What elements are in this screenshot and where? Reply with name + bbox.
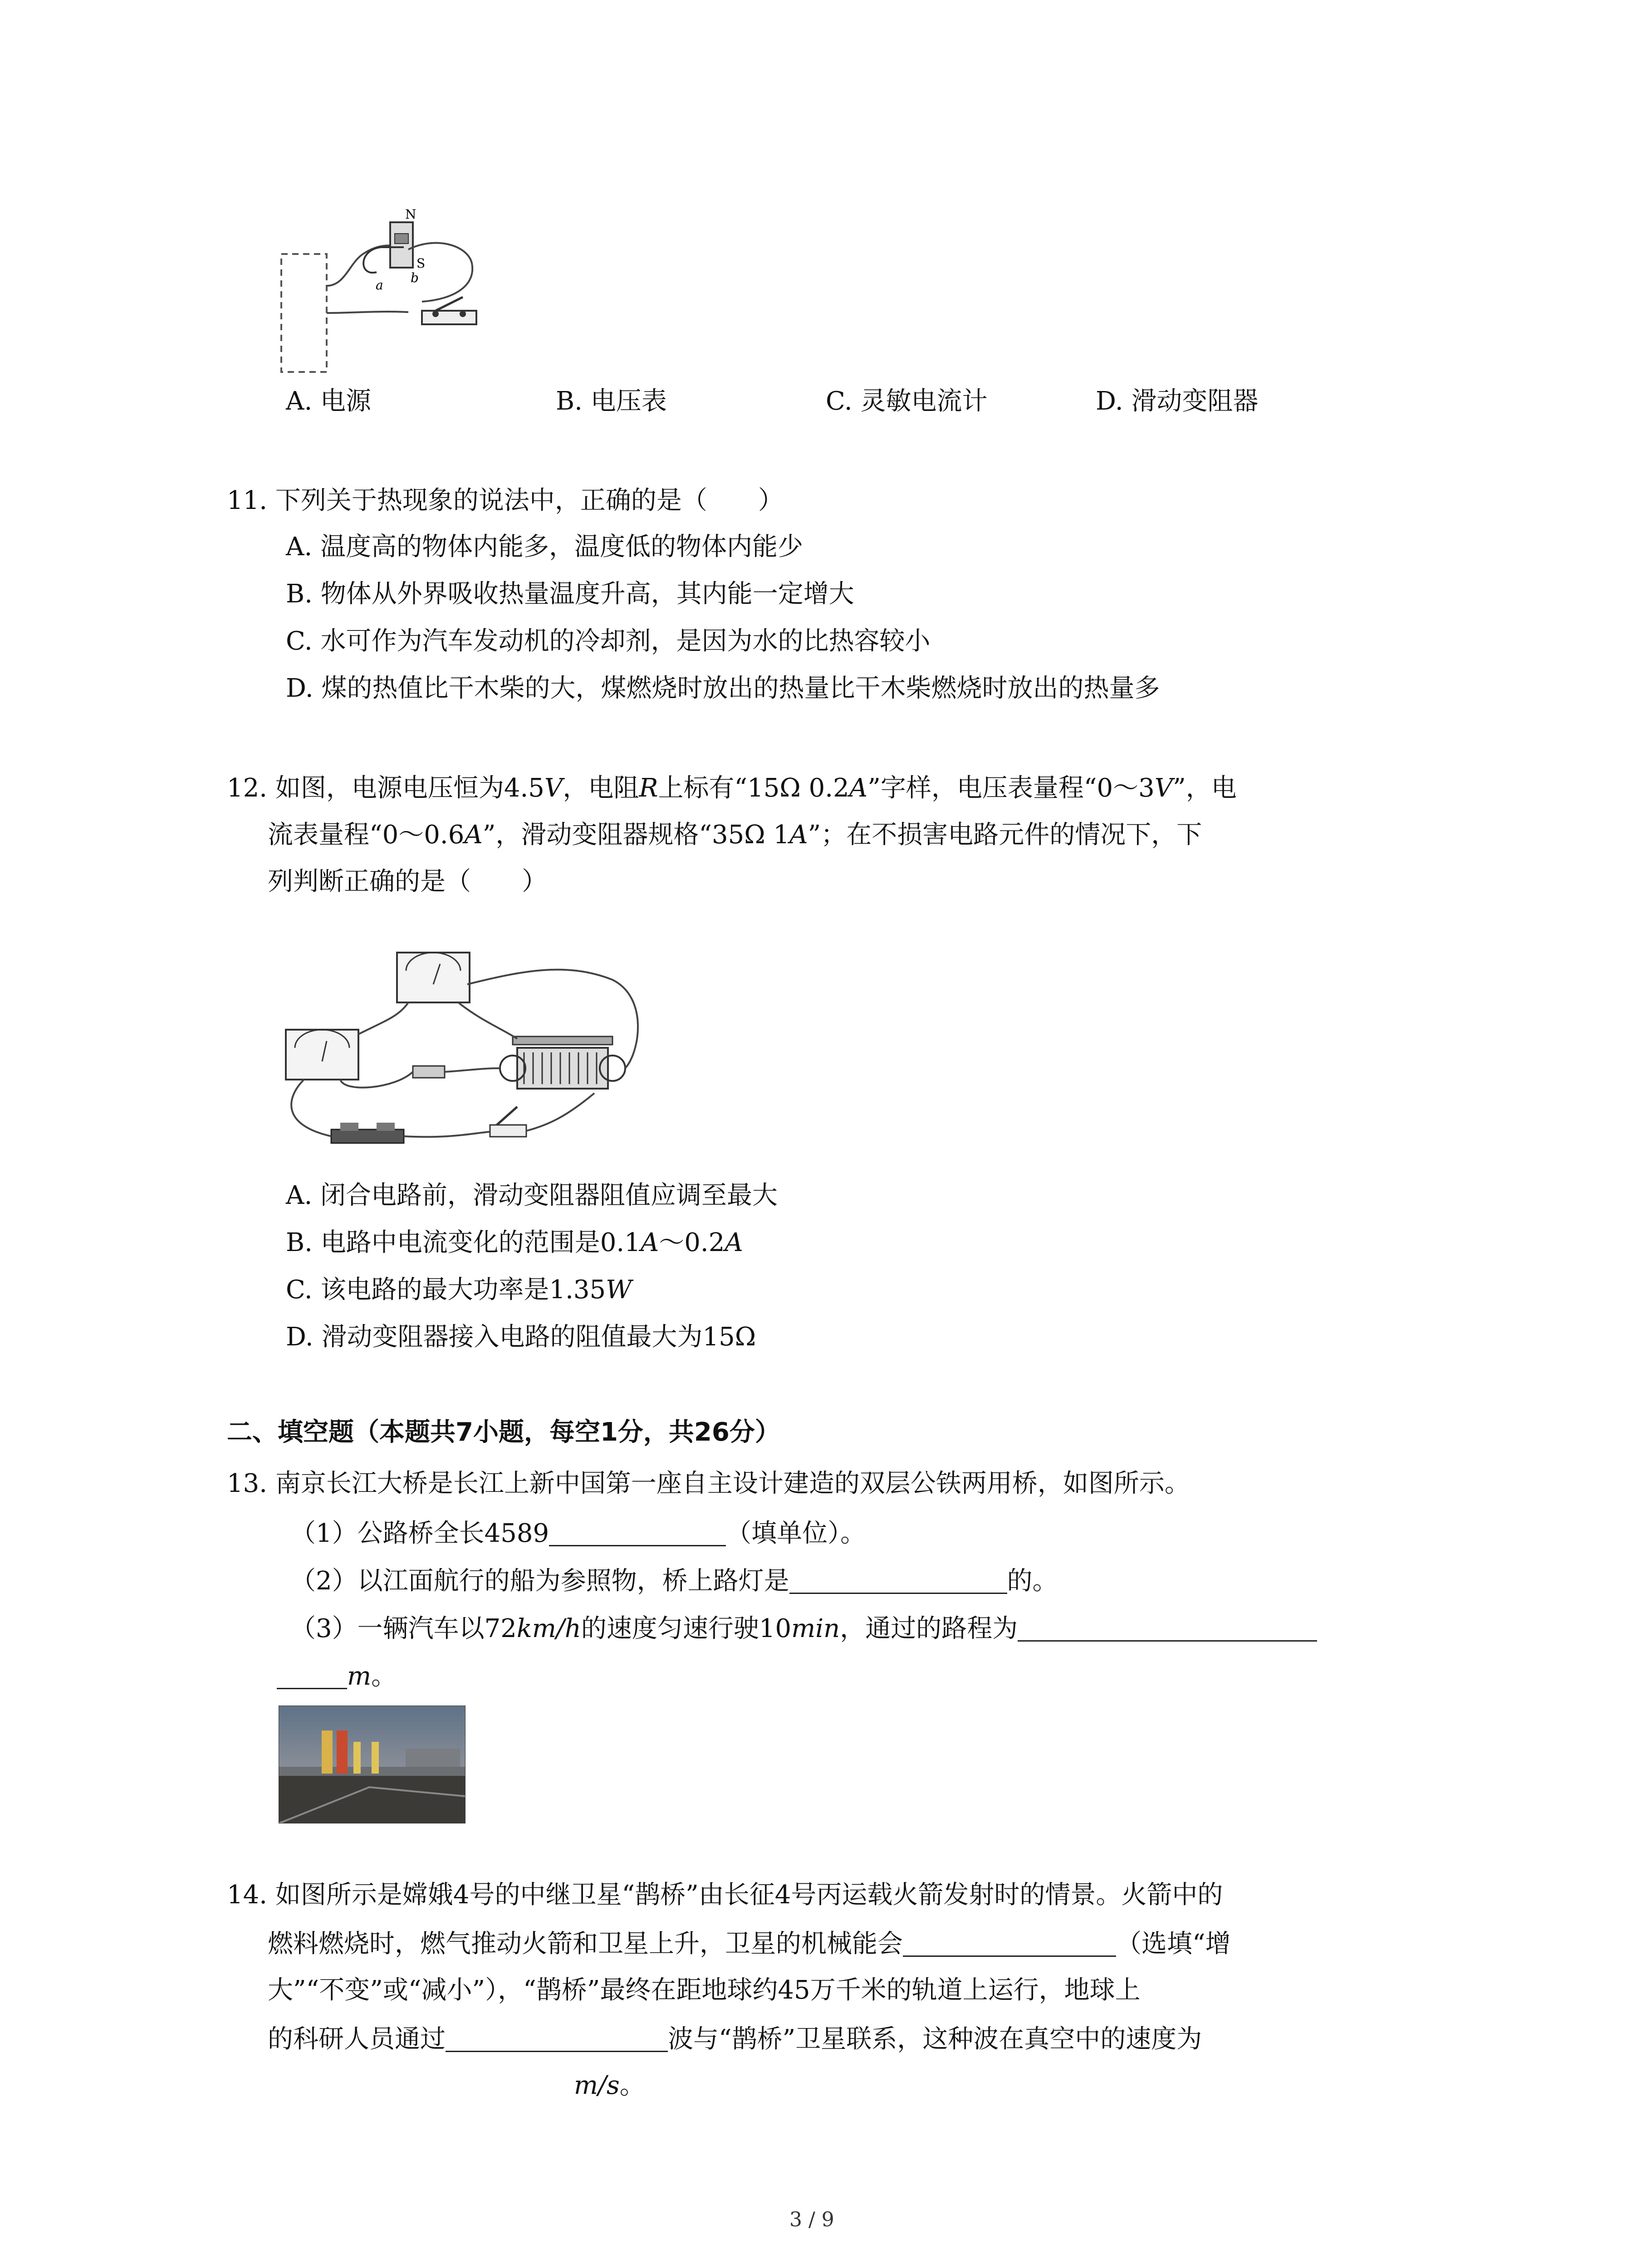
q13-part3-cont: m。: [277, 1662, 397, 1689]
q14-blank-2[interactable]: [446, 2025, 668, 2052]
q13-part1: （1）公路桥全长4589 （填单位）。: [290, 1519, 866, 1548]
q13-part2: （2）以江面航行的船为参照物，桥上路灯是 的。: [290, 1566, 1058, 1596]
fig-label-s: S: [416, 256, 426, 271]
q11-option-d: D. 煤的热值比干木柴的大，煤燃烧时放出的热量比干木柴燃烧时放出的热量多: [286, 674, 1160, 703]
q11-option-a: A. 温度高的物体内能多，温度低的物体内能少: [286, 532, 803, 562]
bridge-photo: [279, 1706, 465, 1823]
q14-line2: 燃料燃烧时，燃气推动火箭和卫星上升，卫星的机械能会 （选填“增: [268, 1929, 1231, 1959]
q10-option-b: B. 电压表: [556, 386, 667, 416]
q12-circuit-figure: [277, 943, 653, 1157]
fig-label-n: N: [405, 209, 416, 222]
q14-line1: 14. 如图所示是嫦娥4号的中继卫星“鹊桥”由长征4号丙运载火箭发射时的情景。火箭中的: [227, 1880, 1223, 1910]
q12-option-b: B. 电路中电流变化的范围是0.1A～0.2A: [286, 1228, 743, 1257]
q13-blank-3-cont[interactable]: [277, 1662, 347, 1689]
q13-part3: （3）一辆汽车以72km/h的速度匀速行驶10min，通过的路程为: [290, 1615, 1317, 1642]
q11-stem: 11. 下列关于热现象的说法中，正确的是（ ）: [227, 486, 784, 515]
q13-blank-2[interactable]: [789, 1567, 1007, 1594]
q10-figure: [272, 209, 508, 381]
q11-option-b: B. 物体从外界吸收热量温度升高，其内能一定增大: [286, 579, 854, 609]
q14-blank-1[interactable]: [903, 1930, 1116, 1957]
q10-option-a: A. 电源: [286, 386, 372, 416]
q14-line3: 大”“不变”或“减小”），“鹊桥”最终在距地球约45万千米的轨道上运行，地球上: [268, 1975, 1141, 2005]
q10-option-d: D. 滑动变阻器: [1096, 386, 1259, 416]
page-number: 3 / 9: [789, 2208, 834, 2231]
q12-stem-line2: 流表量程“0～0.6A”，滑动变阻器规格“35Ω 1A”；在不损害电路元件的情况下，下: [268, 820, 1202, 850]
q13-blank-1[interactable]: [549, 1520, 726, 1546]
fig-label-a: a: [376, 278, 383, 293]
q12-stem-line3: 列判断正确的是（ ）: [268, 867, 547, 896]
q12-option-d: D. 滑动变阻器接入电路的阻值最大为15Ω: [286, 1322, 756, 1352]
q11-option-c: C. 水可作为汽车发动机的冷却剂，是因为水的比热容较小: [286, 626, 931, 656]
q13-blank-3[interactable]: [1018, 1615, 1317, 1642]
section-2-title: 二、填空题（本题共7小题，每空1分，共26分）: [227, 1418, 780, 1447]
q13-stem: 13. 南京长江大桥是长江上新中国第一座自主设计建造的双层公铁两用桥，如图所示。: [227, 1469, 1190, 1498]
q12-stem-line1: 12. 如图，电源电压恒为4.5V，电阻R上标有“15Ω 0.2A”字样，电压表量程“0～3V”，电: [227, 773, 1237, 803]
q12-option-c: C. 该电路的最大功率是1.35W: [286, 1275, 632, 1305]
q14-line4: 的科研人员通过 波与“鹊桥”卫星联系，这种波在真空中的速度为: [268, 2024, 1202, 2054]
q12-option-a: A. 闭合电路前，滑动变阻器阻值应调至最大: [286, 1181, 778, 1210]
q10-option-c: C. 灵敏电流计: [826, 386, 988, 416]
fig-label-b: b: [411, 270, 419, 285]
q14-line5: m/s。: [574, 2071, 645, 2100]
